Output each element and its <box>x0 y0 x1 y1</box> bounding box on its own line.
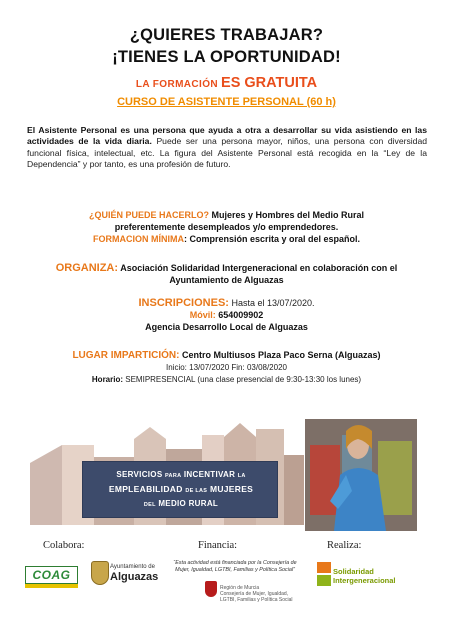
min-training-label: FORMACION MÍNIMA <box>92 234 184 244</box>
murcia-line-2: Consejería de Mujer, Igualdad, <box>220 591 289 597</box>
banner-word: SERVICIOS <box>116 470 163 479</box>
intro-bold: El Asistente Personal es una persona que ayuda a otra a desarrollar su vida asistiendo en las actividades de la vida diaria. <box>27 125 427 147</box>
murcia-line-1: Región de Murcia <box>220 585 260 591</box>
horario-value: SEMIPRESENCIAL (una clase presencial de 9:30-13:30 los lunes) <box>123 375 362 384</box>
inscripciones-section <box>0 297 453 333</box>
who-section <box>0 209 453 245</box>
banner-word: MEDIO RURAL <box>158 499 219 508</box>
funding-note: “Esta actividad está financiada por la Consejería de Mujer, Igualdad, LGTBI, Familias y Política Social” <box>173 560 297 573</box>
alguazas-small: Ayuntamiento de <box>110 564 155 570</box>
organiza-value-2: Ayuntamiento de Alguazas <box>169 275 284 285</box>
murcia-logo <box>220 585 293 603</box>
free-training-value: ES GRATUITA <box>221 75 318 91</box>
headline-opportunity: ¡TIENES LA OPORTUNIDAD! <box>112 48 341 66</box>
lugar-label: LUGAR IMPARTICIÓN: <box>72 350 180 361</box>
organiza-label: ORGANIZA: <box>55 262 119 274</box>
banner-line-2 <box>83 484 279 494</box>
banner-line-1 <box>83 470 279 479</box>
sol-line-2: Intergeneracional <box>333 576 396 585</box>
building-shape <box>284 455 304 525</box>
intro-paragraph <box>27 125 427 171</box>
course-dates: Inicio: 13/07/2020 Fin: 03/08/2020 <box>166 363 287 372</box>
lugar-section <box>0 349 453 386</box>
organiza-section <box>0 262 453 286</box>
banner-word: INCENTIVAR <box>183 470 236 479</box>
solidaridad-logo <box>333 567 396 585</box>
sol-icon-top <box>317 562 331 573</box>
banner-word: DEL <box>143 502 156 508</box>
murcia-line-3: LGTBI, Familias y Política Social <box>220 597 293 603</box>
who-label: ¿QUIÉN PUEDE HACERLO? <box>88 210 209 220</box>
financia-label: Financia: <box>198 540 238 551</box>
coag-logo-bar <box>25 584 78 588</box>
sol-icon-bottom <box>317 575 331 586</box>
coag-logo-text: COAG <box>32 568 71 582</box>
lugar-value: Centro Multiusos Plaza Paco Serna (Alguazas) <box>179 350 381 360</box>
sol-line-1: Solidaridad <box>333 567 374 576</box>
horario-label: Horario: <box>91 375 124 384</box>
who-value-2: preferentemente desempleados y/o emprendedores. <box>114 222 339 232</box>
free-training-label: LA FORMACIÓN <box>135 79 219 90</box>
coag-logo <box>25 566 78 584</box>
banner-word: EMPLEABILIDAD <box>108 484 183 494</box>
inscripciones-value: Hasta el 13/07/2020. <box>228 298 315 308</box>
intro-rest: Puede ser una persona mayor, niños, una persona con diversidad funcional física, intelectual, etc. La figura del Asistente Personal está recogida en la “Ley de la Dependencia” y por tanto, es una profesión de futuro. <box>27 136 428 170</box>
portrait-building <box>378 441 412 515</box>
alguazas-shield-icon <box>91 561 109 585</box>
building-shape <box>30 445 62 525</box>
banner-word: PARA <box>164 473 182 479</box>
organiza-value-1: Asociación Solidaridad Intergeneracional en colaboración con el <box>118 263 398 273</box>
alguazas-big: Alguazas <box>110 571 159 583</box>
colabora-label: Colabora: <box>43 540 85 551</box>
headline-question: ¿QUIERES TRABAJAR? <box>129 26 324 44</box>
banner-word: DE LAS <box>185 488 208 494</box>
murcia-shield-icon <box>205 581 217 597</box>
alguazas-logo <box>110 563 158 583</box>
movil-value[interactable]: 654009902 <box>215 310 264 320</box>
realiza-label: Realiza: <box>327 540 362 551</box>
course-title: CURSO DE ASISTENTE PERSONAL (60 h) <box>117 96 336 108</box>
solidaridad-icon <box>317 562 331 586</box>
program-banner <box>82 461 278 518</box>
free-training-line <box>0 74 453 92</box>
min-training-value: : Comprensión escrita y oral del español. <box>183 234 361 244</box>
movil-label: Móvil: <box>189 310 216 320</box>
banner-word: LA <box>237 473 246 479</box>
inscripciones-label: INSCRIPCIONES: <box>138 297 229 309</box>
who-value-1: Mujeres y Hombres del Medio Rural <box>208 210 365 220</box>
agency-name: Agencia Desarrollo Local de Alguazas <box>145 322 308 332</box>
banner-word: MUJERES <box>209 484 254 494</box>
banner-line-3 <box>83 499 279 508</box>
